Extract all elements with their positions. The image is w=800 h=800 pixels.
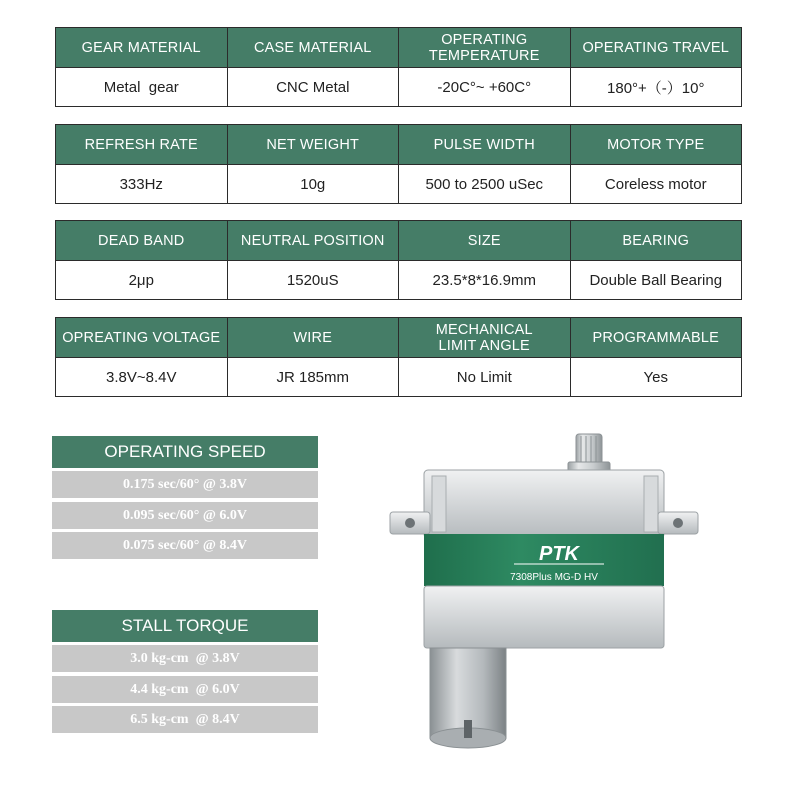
header-wire: WIRE — [227, 318, 399, 358]
header-dead-band: DEAD BAND — [56, 221, 228, 261]
servo-product-image — [384, 430, 704, 755]
output-spline — [568, 434, 610, 472]
header-refresh-rate: REFRESH RATE — [56, 125, 228, 165]
value-gear-material: Metal gear — [56, 68, 228, 107]
spec-table-4 — [55, 317, 742, 397]
spec-table-3 — [55, 220, 742, 300]
value-size: 23.5*8*16.9mm — [399, 261, 571, 300]
spec-value-row — [56, 358, 742, 397]
stall-torque-panel — [52, 610, 318, 737]
value-pulse-width: 500 to 2500 uSec — [399, 165, 571, 204]
value-bearing: Double Ball Bearing — [570, 261, 742, 300]
value-wire: JR 185mm — [227, 358, 399, 397]
motor-can — [430, 648, 506, 748]
stall-torque-row: 4.4 kg-cm @ 6.0V — [52, 676, 318, 703]
operating-speed-panel — [52, 436, 318, 563]
header-neutral-position: NEUTRAL POSITION — [227, 221, 399, 261]
value-programmable: Yes — [570, 358, 742, 397]
operating-speed-row: 0.075 sec/60° @ 8.4V — [52, 532, 318, 559]
header-bearing: BEARING — [570, 221, 742, 261]
header-case-material: CASE MATERIAL — [227, 28, 399, 68]
stall-torque-title: STALL TORQUE — [52, 610, 318, 642]
spec-header-row — [56, 125, 742, 165]
header-gear-material: GEAR MATERIAL — [56, 28, 228, 68]
spec-header-row — [56, 318, 742, 358]
value-operating-voltage: 3.8V~8.4V — [56, 358, 228, 397]
value-operating-temperature: -20C°~ +60C° — [399, 68, 571, 107]
spec-value-row — [56, 165, 742, 204]
servo-bottom-case — [424, 586, 664, 648]
value-neutral-position: 1520uS — [227, 261, 399, 300]
header-size: SIZE — [399, 221, 571, 261]
value-operating-travel: 180°+（-）10° — [570, 68, 742, 107]
header-mechanical-limit-angle: MECHANICAL LIMIT ANGLE — [399, 318, 571, 358]
value-motor-type: Coreless motor — [570, 165, 742, 204]
spec-table-1 — [55, 27, 742, 107]
operating-speed-title: OPERATING SPEED — [52, 436, 318, 468]
value-refresh-rate: 333Hz — [56, 165, 228, 204]
brand-logo: PTK — [539, 543, 579, 565]
spec-value-row — [56, 68, 742, 107]
value-mechanical-limit-angle: No Limit — [399, 358, 571, 397]
spec-header-row — [56, 28, 742, 68]
header-operating-voltage: OPREATING VOLTAGE — [56, 318, 228, 358]
value-dead-band: 2μp — [56, 261, 228, 300]
value-net-weight: 10g — [227, 165, 399, 204]
model-label: 7308Plus MG-D HV — [510, 572, 598, 583]
header-pulse-width: PULSE WIDTH — [399, 125, 571, 165]
operating-speed-row: 0.175 sec/60° @ 3.8V — [52, 471, 318, 498]
header-operating-temperature: OPERATING TEMPERATURE — [399, 28, 571, 68]
spec-header-row — [56, 221, 742, 261]
value-case-material: CNC Metal — [227, 68, 399, 107]
servo-top-case — [424, 470, 664, 538]
header-motor-type: MOTOR TYPE — [570, 125, 742, 165]
stall-torque-row: 3.0 kg-cm @ 3.8V — [52, 645, 318, 672]
header-net-weight: NET WEIGHT — [227, 125, 399, 165]
header-operating-travel: OPERATING TRAVEL — [570, 28, 742, 68]
operating-speed-row: 0.095 sec/60° @ 6.0V — [52, 502, 318, 529]
spec-table-2 — [55, 124, 742, 204]
header-programmable: PROGRAMMABLE — [570, 318, 742, 358]
stall-torque-row: 6.5 kg-cm @ 8.4V — [52, 706, 318, 733]
spec-value-row — [56, 261, 742, 300]
